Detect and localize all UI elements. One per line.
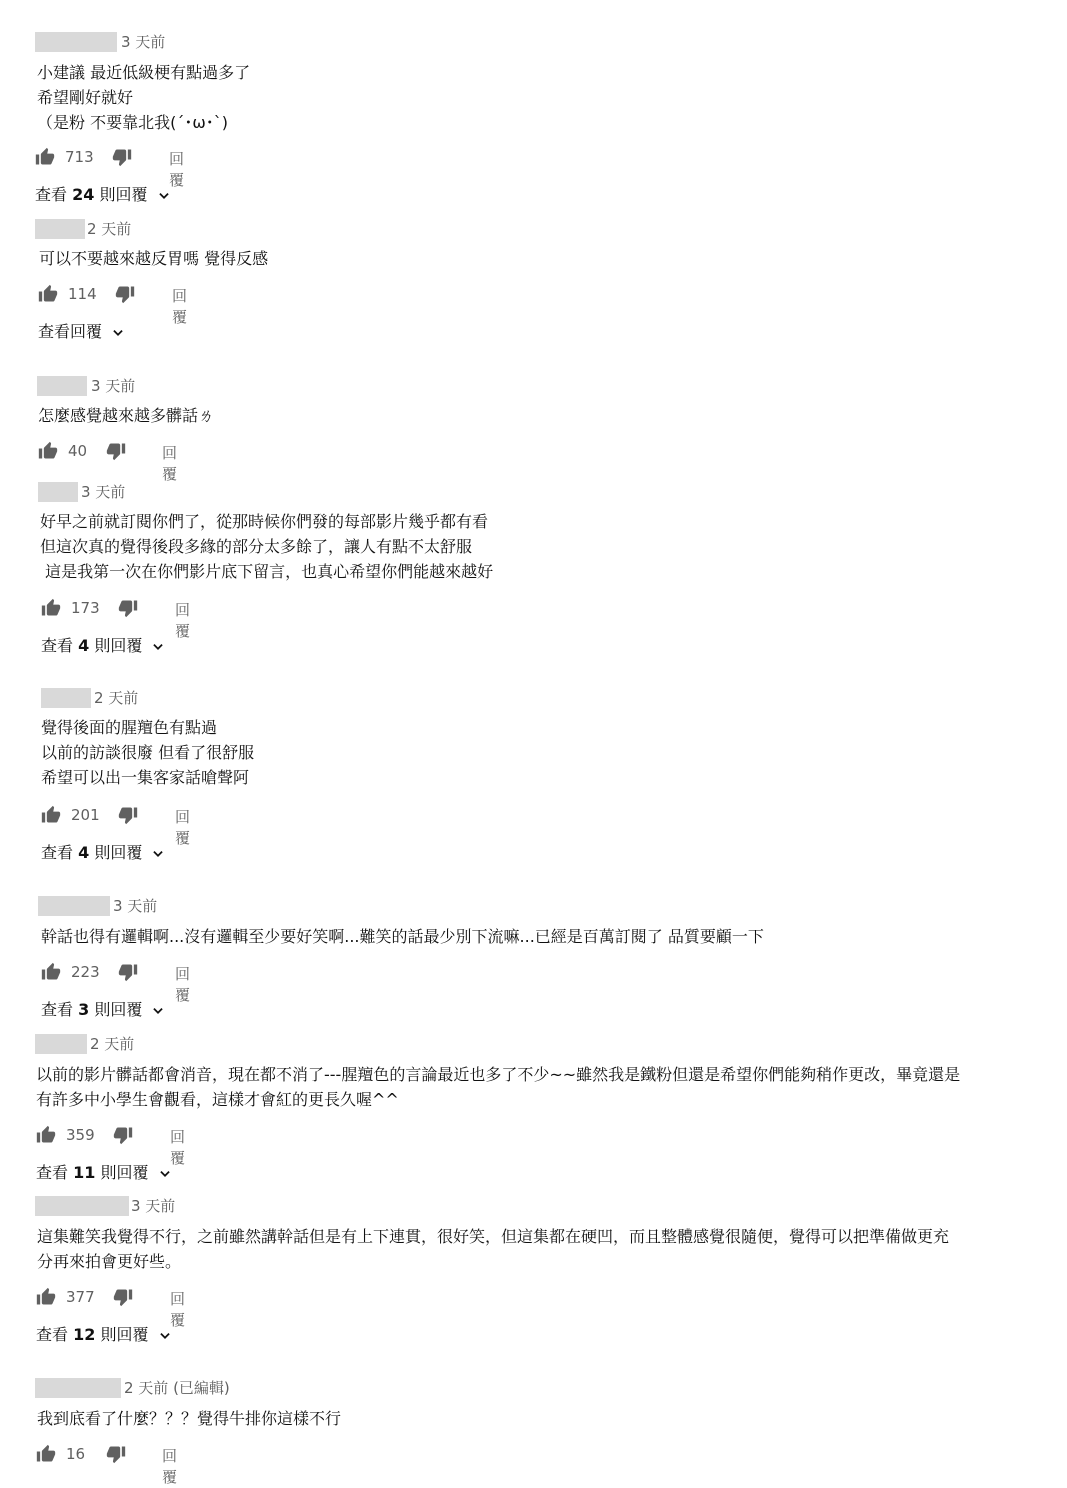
thumbs-up-icon[interactable] bbox=[35, 147, 55, 167]
view-replies-prefix: 查看 bbox=[41, 843, 79, 862]
view-replies-button[interactable] bbox=[41, 997, 165, 1020]
like-count: 713 bbox=[65, 148, 94, 166]
author-name-redacted[interactable] bbox=[38, 896, 110, 916]
comment-text: 小建議 最近低級梗有點過多了 希望剛好就好 （是粉 不要靠北我(´･ω･`) bbox=[37, 63, 251, 132]
comment-text: 幹話也得有邏輯啊...沒有邏輯至少要好笑啊...難笑的話最少別下流嘛...已經是百萬訂閱了 品質要顧一下 bbox=[41, 927, 764, 946]
thumbs-up-icon[interactable] bbox=[36, 1125, 56, 1145]
comment-time[interactable]: 2 天前 (已編輯) bbox=[124, 1379, 230, 1397]
like-count: 16 bbox=[66, 1445, 86, 1463]
comment-time[interactable]: 3 天前 bbox=[81, 483, 126, 501]
like-count: 40 bbox=[68, 442, 88, 460]
comment-time[interactable]: 3 天前 bbox=[91, 377, 136, 395]
chevron-down-icon bbox=[158, 1329, 172, 1343]
author-name-redacted[interactable] bbox=[41, 688, 91, 708]
chevron-down-icon bbox=[151, 1004, 165, 1018]
view-replies-prefix: 查看 bbox=[35, 185, 73, 204]
view-replies-prefix: 查看 bbox=[41, 636, 79, 655]
chevron-down-icon bbox=[151, 640, 165, 654]
view-replies-suffix: 則回覆 bbox=[94, 185, 148, 204]
thumbs-down-icon[interactable] bbox=[115, 284, 135, 304]
author-name-redacted[interactable] bbox=[35, 219, 85, 239]
author-name-redacted[interactable] bbox=[35, 32, 117, 52]
view-replies-suffix: 則回覆 bbox=[95, 1163, 149, 1182]
view-replies-prefix: 查看回覆 bbox=[38, 322, 103, 341]
author-name-redacted[interactable] bbox=[38, 482, 78, 502]
comment-text: 好早之前就訂閱你們了，從那時候你們發的每部影片幾乎都有看 但這次真的覺得後段多緣的部分太多餘了，讓人有點不太舒服 這是我第一次在你們影片底下留言，也真心希望你們能越來越好 bbox=[40, 512, 494, 581]
comment-time[interactable]: 3 天前 bbox=[113, 897, 158, 915]
like-count: 377 bbox=[66, 1288, 95, 1306]
chevron-down-icon bbox=[151, 847, 165, 861]
view-replies-suffix: 則回覆 bbox=[89, 636, 143, 655]
thumbs-down-icon[interactable] bbox=[118, 962, 138, 982]
reply-count: 12 bbox=[73, 1325, 96, 1344]
thumbs-down-icon[interactable] bbox=[118, 598, 138, 618]
comment-time[interactable]: 3 天前 bbox=[121, 33, 166, 51]
thumbs-up-icon[interactable] bbox=[38, 441, 58, 461]
reply-count: 11 bbox=[73, 1163, 96, 1182]
reply-count: 4 bbox=[78, 636, 90, 655]
reply-button[interactable]: 回覆 bbox=[162, 444, 178, 483]
comment-text: 以前的影片髒話都會消音，現在都不消了---腥羶色的言論最近也多了不少~~雖然我是鐵粉但還是希望你們能夠稍作更改，畢竟還是 有許多中小學生會觀看，這樣才會紅的更長久喔^^ bbox=[36, 1065, 961, 1109]
reply-button[interactable]: 回覆 bbox=[170, 1128, 186, 1167]
like-count: 359 bbox=[66, 1126, 95, 1144]
view-replies-button[interactable] bbox=[41, 633, 165, 656]
reply-count: 4 bbox=[78, 843, 90, 862]
thumbs-up-icon[interactable] bbox=[36, 1444, 56, 1464]
reply-count: 3 bbox=[78, 1000, 90, 1019]
reply-button[interactable]: 回覆 bbox=[170, 1290, 186, 1329]
comment-time[interactable]: 2 天前 bbox=[90, 1035, 135, 1053]
thumbs-up-icon[interactable] bbox=[38, 284, 58, 304]
reply-count: 24 bbox=[72, 185, 95, 204]
comment-text: 這集難笑我覺得不行，之前雖然講幹話但是有上下連貫，很好笑，但這集都在硬凹，而且整體感覺很隨便，覺得可以把準備做更充 分再來拍會更好些。 bbox=[37, 1227, 950, 1271]
like-count: 201 bbox=[71, 806, 100, 824]
view-replies-prefix: 查看 bbox=[36, 1325, 74, 1344]
author-name-redacted[interactable] bbox=[35, 1378, 121, 1398]
thumbs-down-icon[interactable] bbox=[112, 147, 132, 167]
view-replies-button[interactable] bbox=[36, 1322, 172, 1345]
reply-button[interactable]: 回覆 bbox=[162, 1447, 178, 1486]
reply-button[interactable]: 回覆 bbox=[175, 601, 191, 640]
comment-time[interactable]: 3 天前 bbox=[131, 1197, 176, 1215]
comment-text: 可以不要越來越反胃嗎 覺得反感 bbox=[39, 249, 269, 268]
thumbs-down-icon[interactable] bbox=[113, 1125, 133, 1145]
chevron-down-icon bbox=[111, 326, 125, 340]
comment-text: 覺得後面的腥羶色有點過 以前的訪談很廢 但看了很舒服 希望可以出一集客家話嗆聲阿 bbox=[41, 718, 255, 787]
reply-button[interactable]: 回覆 bbox=[169, 150, 185, 189]
like-count: 114 bbox=[68, 285, 97, 303]
view-replies-button[interactable] bbox=[41, 840, 165, 863]
reply-button[interactable]: 回覆 bbox=[175, 808, 191, 847]
comment-time[interactable]: 2 天前 bbox=[87, 220, 132, 238]
thumbs-up-icon[interactable] bbox=[36, 1287, 56, 1307]
comment-time[interactable]: 2 天前 bbox=[94, 689, 139, 707]
thumbs-down-icon[interactable] bbox=[118, 805, 138, 825]
reply-button[interactable]: 回覆 bbox=[172, 287, 188, 326]
thumbs-up-icon[interactable] bbox=[41, 598, 61, 618]
view-replies-suffix: 則回覆 bbox=[95, 1325, 149, 1344]
thumbs-down-icon[interactable] bbox=[113, 1287, 133, 1307]
comment-text: 我到底看了什麼？？？覺得牛排你這樣不行 bbox=[37, 1409, 342, 1428]
view-replies-button[interactable] bbox=[35, 182, 171, 205]
author-name-redacted[interactable] bbox=[35, 1196, 129, 1216]
view-replies-suffix: 則回覆 bbox=[89, 843, 143, 862]
chevron-down-icon bbox=[157, 189, 171, 203]
thumbs-up-icon[interactable] bbox=[41, 805, 61, 825]
view-replies-prefix: 查看 bbox=[36, 1163, 74, 1182]
thumbs-down-icon[interactable] bbox=[106, 441, 126, 461]
chevron-down-icon bbox=[158, 1167, 172, 1181]
like-count: 173 bbox=[71, 599, 100, 617]
author-name-redacted[interactable] bbox=[37, 376, 87, 396]
thumbs-down-icon[interactable] bbox=[106, 1444, 126, 1464]
view-replies-button[interactable] bbox=[36, 1160, 172, 1183]
author-name-redacted[interactable] bbox=[35, 1034, 87, 1054]
comment-text: 怎麼感覺越來越多髒話ㄌ bbox=[38, 406, 215, 425]
reply-button[interactable]: 回覆 bbox=[175, 965, 191, 1004]
view-replies-button[interactable] bbox=[38, 319, 125, 342]
thumbs-up-icon[interactable] bbox=[41, 962, 61, 982]
view-replies-prefix: 查看 bbox=[41, 1000, 79, 1019]
view-replies-suffix: 則回覆 bbox=[89, 1000, 143, 1019]
like-count: 223 bbox=[71, 963, 100, 981]
